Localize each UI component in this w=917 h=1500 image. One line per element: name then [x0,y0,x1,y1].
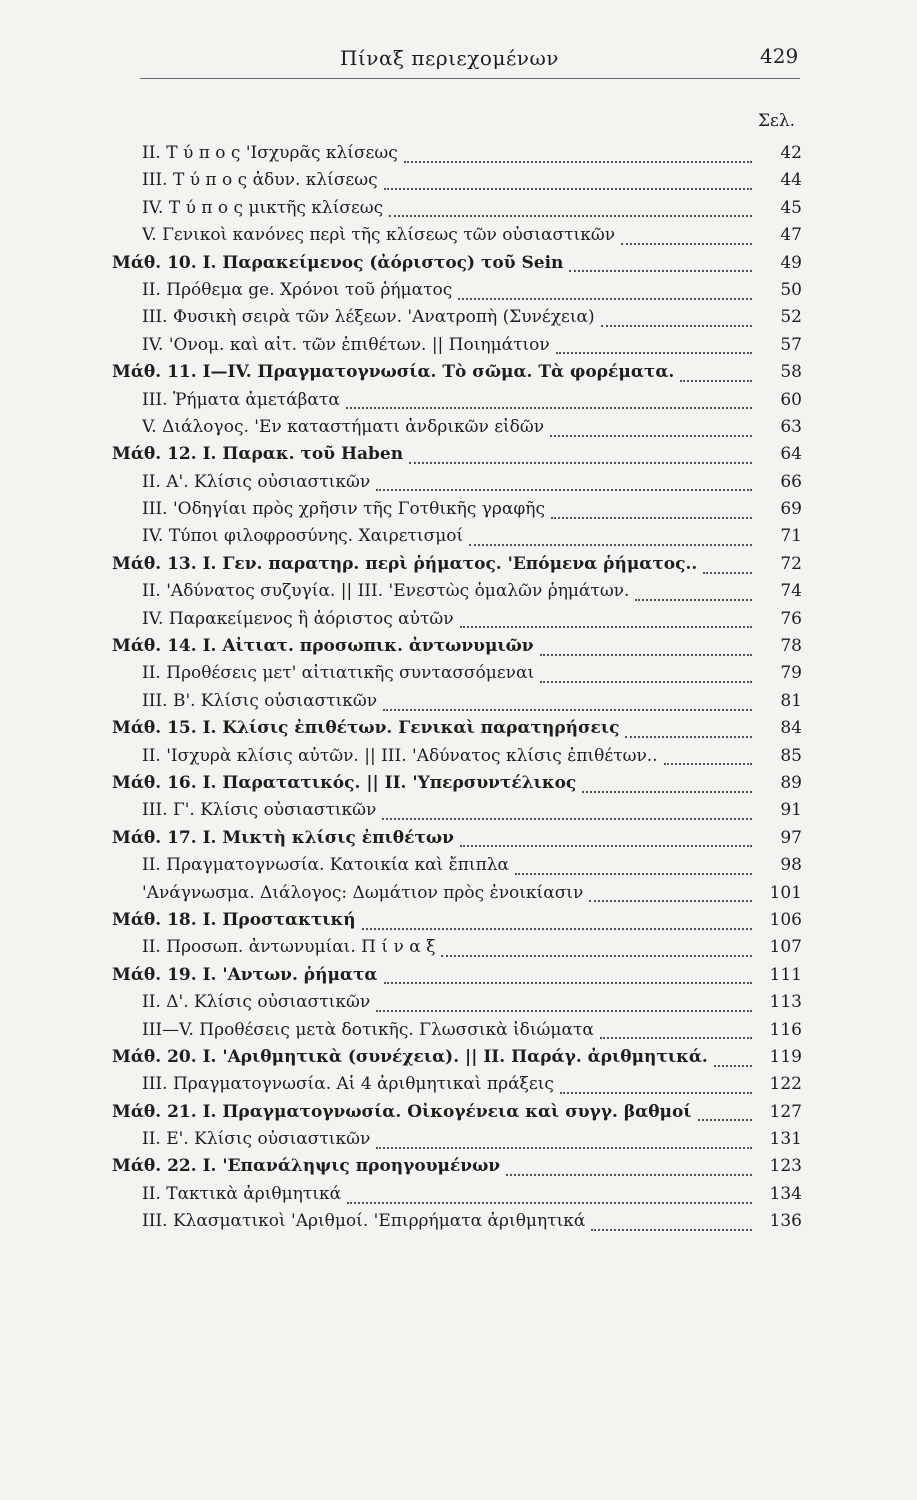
toc-entry-title: Μάθ. 12. Ι. Παρακ. τοῦ Haben [112,444,404,465]
leader-dots [600,1037,752,1039]
leader-dots [680,380,752,382]
toc-entry-page: 79 [780,663,802,684]
toc-entry-page: 76 [780,608,802,629]
toc-entry [112,718,802,745]
toc-entry [112,828,802,855]
leader-dots [376,489,752,491]
toc-entry-page: 64 [780,444,802,465]
toc-entry [112,554,802,581]
leader-dots [714,1065,752,1067]
toc-entry-page: 107 [769,937,802,958]
leader-dots [569,270,752,272]
toc-entry-title: ΙΙΙ—V. Προθέσεις μετὰ δοτικῆς. Γλωσσικὰ ἰδιώματα [142,1019,594,1040]
toc-entry [112,910,802,937]
toc-entry-title: Μάθ. 19. Ι. 'Αντων. ῥήματα [112,964,378,985]
toc-entry [112,1047,802,1074]
toc-entry-title: Μάθ. 20. Ι. 'Αριθμητικὰ (συνέχεια). || ΙΙ. Παράγ. ἀριθμητικά. [112,1046,708,1067]
leader-dots [556,352,752,354]
page-column-header: Σελ. [758,111,796,131]
toc-entry [112,691,802,718]
toc-entry-title: V. Διάλογος. 'Εν καταστήματι ἀνδρικῶν εἰδῶν [142,416,545,437]
toc-entry-page: 134 [769,1183,802,1204]
toc-entry [112,1129,802,1156]
toc-entry [112,526,802,553]
toc-entry [112,1156,802,1183]
toc-entry-title: ΙΙΙ. Πραγματογνωσία. Αἱ 4 ἀριθμητικαὶ πράξεις [142,1074,554,1095]
toc-entry-page: 42 [780,143,802,163]
toc-entry-page: 63 [780,416,802,437]
toc-entry-title: Μάθ. 13. Ι. Γεν. παρατηρ. περὶ ῥήματος. 'Επόμενα ῥήματος.. [112,553,698,574]
toc-entry [112,1102,802,1129]
toc-entry [112,362,802,389]
toc-entry-title: ΙΙ. Προθέσεις μετ' αἰτιατικῆς συντασσόμεναι [142,663,535,684]
toc-entry [112,1211,802,1238]
page-header [0,40,917,80]
toc-entry-title: ΙΙΙ. Ῥήματα ἀμετάβατα [142,389,340,410]
leader-dots [404,161,752,163]
toc-entry [112,883,802,910]
toc-entry-page: 123 [769,1156,802,1177]
toc-entry-page: 89 [780,772,802,793]
toc-entry-page: 122 [769,1074,802,1095]
toc-entry-title: ΙΙ. Προσωπ. ἀντωνυμίαι. Π ί ν α ξ [142,937,436,958]
toc-entry-title: Μάθ. 18. Ι. Προστακτική [112,909,356,930]
leader-dots [409,462,752,464]
toc-entry-page: 60 [780,389,802,410]
toc-entry-page: 58 [780,362,802,383]
toc-entry [112,965,802,992]
toc-entry [112,253,802,280]
leader-dots [389,215,752,217]
toc-entry-title: ΙΙ. Πρόθεμα ge. Χρόνοι τοῦ ῥήματος [142,279,453,300]
leader-dots [540,654,752,656]
leader-dots [589,900,752,902]
toc-entry [112,280,802,307]
toc-entry-page: 45 [780,197,802,218]
toc-entry-title: ΙΙ. Ε'. Κλίσις οὐσιαστικῶν [142,1129,371,1150]
toc-entry [112,417,802,444]
toc-entry-page: 106 [769,909,802,930]
toc-entry [112,800,802,827]
toc-entry-title: Μάθ. 22. Ι. 'Επανάληψις προηγουμένων [112,1156,501,1177]
toc-entry-title: V. Γενικοὶ κανόνες περὶ τῆς κλίσεως τῶν οὐσιαστικῶν [142,225,616,246]
toc-entry-page: 116 [769,1019,802,1040]
toc-entry-title: Μάθ. 21. Ι. Πραγματογνωσία. Οἰκογένεια καὶ συγγ. βαθμοί [112,1101,692,1122]
toc-entry [112,335,802,362]
toc-entry-page: 97 [780,827,802,848]
toc-entry-page: 74 [780,581,802,602]
toc-entry-title: ΙΙΙ. 'Οδηγίαι πρὸς χρῆσιν τῆς Γοτθικῆς γραφῆς [142,499,546,520]
toc-entry-page: 91 [780,800,802,821]
toc-entry [112,855,802,882]
leader-dots [664,763,752,765]
toc-entry-page: 52 [780,307,802,328]
toc-entry [112,499,802,526]
leader-dots [346,407,752,409]
toc-entry-page: 84 [780,718,802,739]
leader-dots [703,572,752,574]
leader-dots [551,517,752,519]
toc-entry [112,170,802,197]
toc-entry [112,307,802,334]
toc-entry [112,1074,802,1101]
toc-entry [112,636,802,663]
leader-dots [582,791,752,793]
toc-entry-page: 119 [769,1046,802,1067]
leader-dots [376,1010,752,1012]
leader-dots [601,325,752,327]
toc-entry [112,1020,802,1047]
leader-dots [347,1202,752,1204]
toc-entry-title: Μάθ. 14. Ι. Αἰτιατ. προσωπικ. ἀντωνυμιῶν [112,636,534,657]
toc-entry [112,746,802,773]
leader-dots [460,626,752,628]
leader-dots [560,1092,752,1094]
toc-entry-page: 81 [780,690,802,711]
toc-entry-page: 69 [780,499,802,520]
table-of-contents [112,143,802,1239]
toc-entry [112,581,802,608]
leader-dots [384,982,752,984]
toc-entry-title: ΙΙ. Πραγματογνωσία. Κατοικία καὶ ἔπιπλα [142,855,510,876]
page-number: 429 [760,44,799,68]
leader-dots [384,188,752,190]
toc-entry-page: 127 [769,1101,802,1122]
toc-entry-page: 78 [780,636,802,657]
toc-entry-page: 66 [780,471,802,492]
toc-entry-page: 101 [769,882,802,903]
leader-dots [376,1147,752,1149]
leader-dots [550,435,752,437]
toc-entry-title: IV. Τύποι φιλοφροσύνης. Χαιρετισμοί [142,526,464,547]
leader-dots [515,873,752,875]
leader-dots [591,1229,752,1231]
toc-entry-page: 98 [780,855,802,876]
toc-entry-page: 71 [780,526,802,547]
leader-dots [382,818,752,820]
toc-entry-page: 49 [780,252,802,273]
toc-entry [112,390,802,417]
toc-entry-page: 47 [780,225,802,246]
toc-entry-title: IV. Τ ύ π ο ς μικτῆς κλίσεως [142,197,384,218]
toc-entry-page: 57 [780,334,802,355]
toc-entry-page: 111 [769,964,802,985]
toc-entry-page: 44 [780,170,802,191]
toc-entry-title: Μάθ. 11. Ι—IV. Πραγματογνωσία. Τὸ σῶμα. Τὰ φορέματα. [112,362,675,383]
toc-entry [112,992,802,1019]
toc-entry-title: ΙΙ. Δ'. Κλίσις οὐσιαστικῶν [142,992,371,1013]
toc-entry [112,773,802,800]
leader-dots [458,298,752,300]
leader-dots [621,243,752,245]
toc-entry-page: 85 [780,745,802,766]
toc-entry-page: 50 [780,279,802,300]
toc-entry-page: 131 [769,1129,802,1150]
leader-dots [362,928,752,930]
toc-entry-title: Μάθ. 10. Ι. Παρακείμενος (ἀόριστος) τοῦ Sein [112,252,564,273]
toc-entry-title: ΙΙΙ. Κλασματικοὶ 'Αριθμοί. 'Επιρρήματα ἀριθμητικά [142,1211,586,1232]
toc-entry-title: Μάθ. 17. Ι. Μικτὴ κλίσις ἐπιθέτων [112,827,454,848]
leader-dots [625,736,752,738]
toc-entry-title: Μάθ. 16. Ι. Παρατατικός. || ΙΙ. 'Υπερσυντέλικος [112,772,577,793]
toc-entry-title: ΙΙΙ. Β'. Κλίσις οὐσιαστικῶν [142,690,378,711]
toc-entry [112,143,802,170]
leader-dots [383,709,752,711]
leader-dots [635,599,752,601]
leader-dots [460,845,752,847]
toc-entry-page: 72 [780,553,802,574]
toc-entry [112,1184,802,1211]
toc-entry-title: ΙΙ. Τ ύ π ο ς 'Ισχυρᾶς κλίσεως [142,143,398,163]
toc-entry-title: ΙΙ. Τακτικὰ ἀριθμητικά [142,1183,342,1204]
toc-entry [112,198,802,225]
toc-entry-title: IV. Παρακείμενος ἢ ἀόριστος αὐτῶν [142,608,454,629]
leader-dots [506,1174,752,1176]
running-title: Πίναξ περιεχομένων [340,46,559,70]
toc-entry [112,225,802,252]
leader-dots [469,544,752,546]
header-rule [140,78,800,79]
toc-entry-title: ΙΙ. 'Αδύνατος συζυγία. || ΙΙΙ. 'Ενεστὼς ὁμαλῶν ῥημάτων. [142,581,630,602]
toc-entry [112,444,802,471]
leader-dots [698,1119,752,1121]
leader-dots [540,681,752,683]
toc-entry-page: 136 [769,1211,802,1232]
toc-entry [112,663,802,690]
toc-entry-title: ΙΙΙ. Γ'. Κλίσις οὐσιαστικῶν [142,800,377,821]
toc-entry-title: ΙΙ. 'Ισχυρὰ κλίσις αὐτῶν. || ΙΙΙ. 'Αδύνατος κλίσις ἐπιθέτων.. [142,745,658,766]
toc-entry [112,609,802,636]
toc-entry-title: 'Ανάγνωσμα. Διάλογος: Δωμάτιον πρὸς ἐνοικίασιν [142,882,584,903]
toc-entry-title: ΙΙΙ. Φυσικὴ σειρὰ τῶν λέξεων. 'Ανατροπὴ (Συνέχεια) [142,307,595,328]
toc-entry-title: Μάθ. 15. Ι. Κλίσις ἐπιθέτων. Γενικαὶ παρατηρήσεις [112,718,620,739]
toc-entry [112,472,802,499]
leader-dots [441,955,752,957]
toc-entry-page: 113 [769,992,802,1013]
toc-entry [112,937,802,964]
toc-entry-title: IV. 'Ονομ. καὶ αἰτ. τῶν ἐπιθέτων. || Ποιημάτιον [142,334,550,355]
toc-entry-title: ΙΙΙ. Τ ύ π ο ς ἀδυν. κλίσεως [142,170,378,191]
toc-entry-title: ΙΙ. Α'. Κλίσις οὐσιαστικῶν [142,471,371,492]
